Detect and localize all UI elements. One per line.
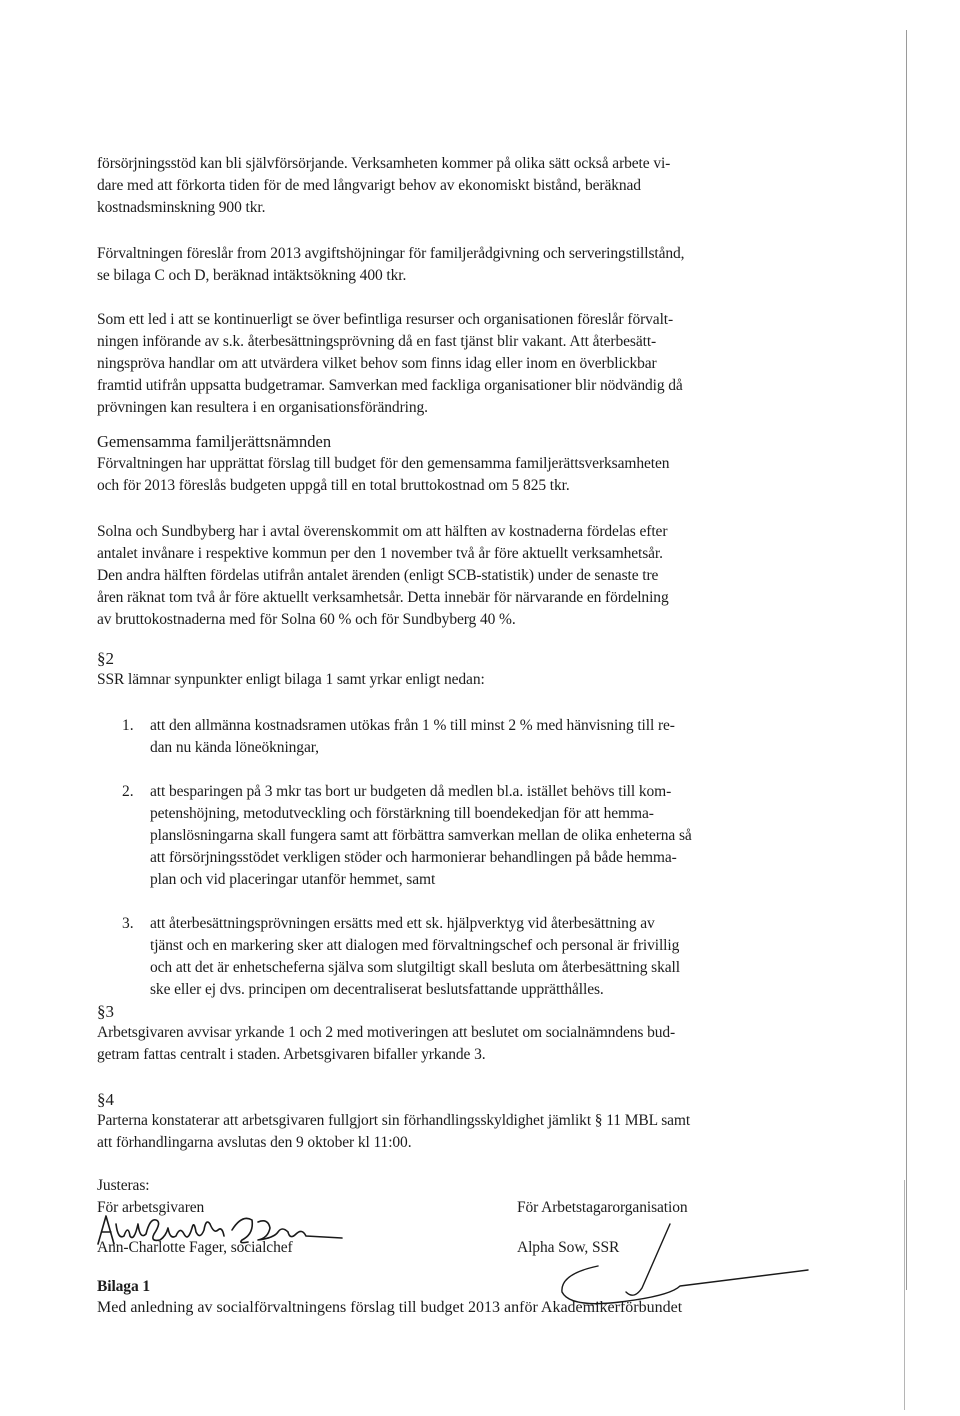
paragraph-mark-4: §4 [97,1090,114,1109]
resurser-line: ningen införande av s.k. återbesättningsprövning då en fast tjänst blir vakant. Att återbesätt- [97,333,657,350]
resurser-line: prövningen kan resultera i en organisationsförändring. [97,399,428,416]
yrkande-line: och att det är enhetscheferna själva som slutgiltigt skall besluta om återbesättning skall [150,959,680,976]
yrkande-number: 3. [122,915,134,932]
intro-line: kostnadsminskning 900 tkr. [97,199,266,216]
yrkande-number: 2. [122,783,134,800]
para4-line: att förhandlingarna avslutas den 9 oktober kl 11:00. [97,1134,412,1151]
para3-line: getram fattas centralt i staden. Arbetsgivaren bifaller yrkande 3. [97,1046,486,1063]
yrkande-line: att försörjningsstödet verkligen stöder och harmonierar behandlingen på både hemma- [150,849,677,866]
para3-line: Arbetsgivaren avvisar yrkande 1 och 2 med motiveringen att beslutet om socialnämndens bud- [97,1024,676,1041]
resurser-line: Som ett led i att se kontinuerligt se över befintliga resurser och organisationen föreslår förvalt- [97,311,674,328]
union-name: Alpha Sow, SSR [517,1239,620,1256]
yrkande-line: att besparingen på 3 mkr tas bort ur budgeten då medlen bl.a. istället behövs till kom- [150,783,672,800]
paragraph-mark-3: §3 [97,1002,114,1021]
employer-label: För arbetsgivaren [97,1199,205,1216]
para4-line: Parterna konstaterar att arbetsgivaren fullgjort sin förhandlingsskyldighet jämlikt § 11 MBL samt [97,1112,691,1129]
scan-edge-line [906,30,907,1290]
intro-line: dare med att förkorta tiden för de med långvarigt behov av ekonomiskt bistånd, beräknad [97,177,641,194]
scan-edge-line-lower [904,1180,905,1410]
avgift-line: Förvaltningen föreslår from 2013 avgiftshöjningar för familjerådgivning och serveringstillstånd, [97,245,685,262]
yrkande-line: petenshöjning, metodutveckling och förstärkning till boendekedjan för att hemma- [150,805,654,822]
yrkande-line: planslösningarna skall fungera samt att förbättra samverkan mellan de olika enheterna så [150,827,692,844]
cost-split-line: antalet invånare i respektive kommun per den 1 november två år före aktuellt verksamhetsår. [97,545,663,562]
section-heading: Gemensamma familjerättsnämnden [97,432,332,451]
cost-split-line: Den andra hälften fördelas utifrån antalet ärenden (enligt SCB-statistik) under de senaste tre [97,567,659,584]
justeras-label: Justeras: [97,1177,150,1194]
yrkande-line: dan nu kända löneökningar, [150,739,319,756]
yrkande-line: att återbesättningsprövningen ersätts med ett sk. hjälpverktyg vid återbesättning av [150,915,655,932]
intro-line: försörjningsstöd kan bli självförsörjande. Verksamheten kommer på olika sätt också arbete vi- [97,155,671,172]
bilaga-heading: Bilaga 1 [97,1278,151,1295]
employer-name: Ann-Charlotte Fager, socialchef [97,1239,293,1256]
yrkande-line: ske eller ej dvs. principen om decentraliserat beslutsfattande upprätthålles. [150,981,604,998]
resurser-line: ningspröva handlar om att utvärdera vilket behov som finns idag eller inom en överblickbar [97,355,657,372]
cost-split-line: Solna och Sundbyberg har i avtal överenskommit om att hälften av kostnaderna fördelas efter [97,523,668,540]
para2-intro: SSR lämnar synpunkter enligt bilaga 1 samt yrkar enligt nedan: [97,671,485,688]
bilaga-line: Med anledning av socialförvaltningens förslag till budget 2013 anför Akademikerförbundet [97,1299,683,1316]
yrkande-line: tjänst och en markering sker att dialogen med förvaltningschef och personal är frivillig [150,937,680,954]
paragraph-mark-2: §2 [97,649,114,668]
yrkande-number: 1. [122,717,134,734]
yrkande-line: att den allmänna kostnadsramen utökas från 1 % till minst 2 % med hänvisning till re- [150,717,675,734]
avgift-line: se bilaga C och D, beräknad intäktsökning 400 tkr. [97,267,407,284]
section-line: och för 2013 föreslås budgeten uppgå till en total bruttokostnad om 5 825 tkr. [97,477,570,494]
union-label: För Arbetstagarorganisation [517,1199,688,1216]
section-line: Förvaltningen har upprättat förslag till budget för den gemensamma familjerättsverksamheten [97,455,670,472]
resurser-line: framtid utifrån uppsatta budgetramar. Samverkan med fackliga organisationer blir nödvändig då [97,377,683,394]
cost-split-line: åren räknat tom två år före aktuellt verksamhetsår. Detta innebär för närvarande en fördelning [97,589,669,606]
yrkande-line: plan och vid placeringar utanför hemmet, samt [150,871,436,888]
cost-split-line: av bruttokostnaderna med för Solna 60 % och för Sundbyberg 40 %. [97,611,516,628]
